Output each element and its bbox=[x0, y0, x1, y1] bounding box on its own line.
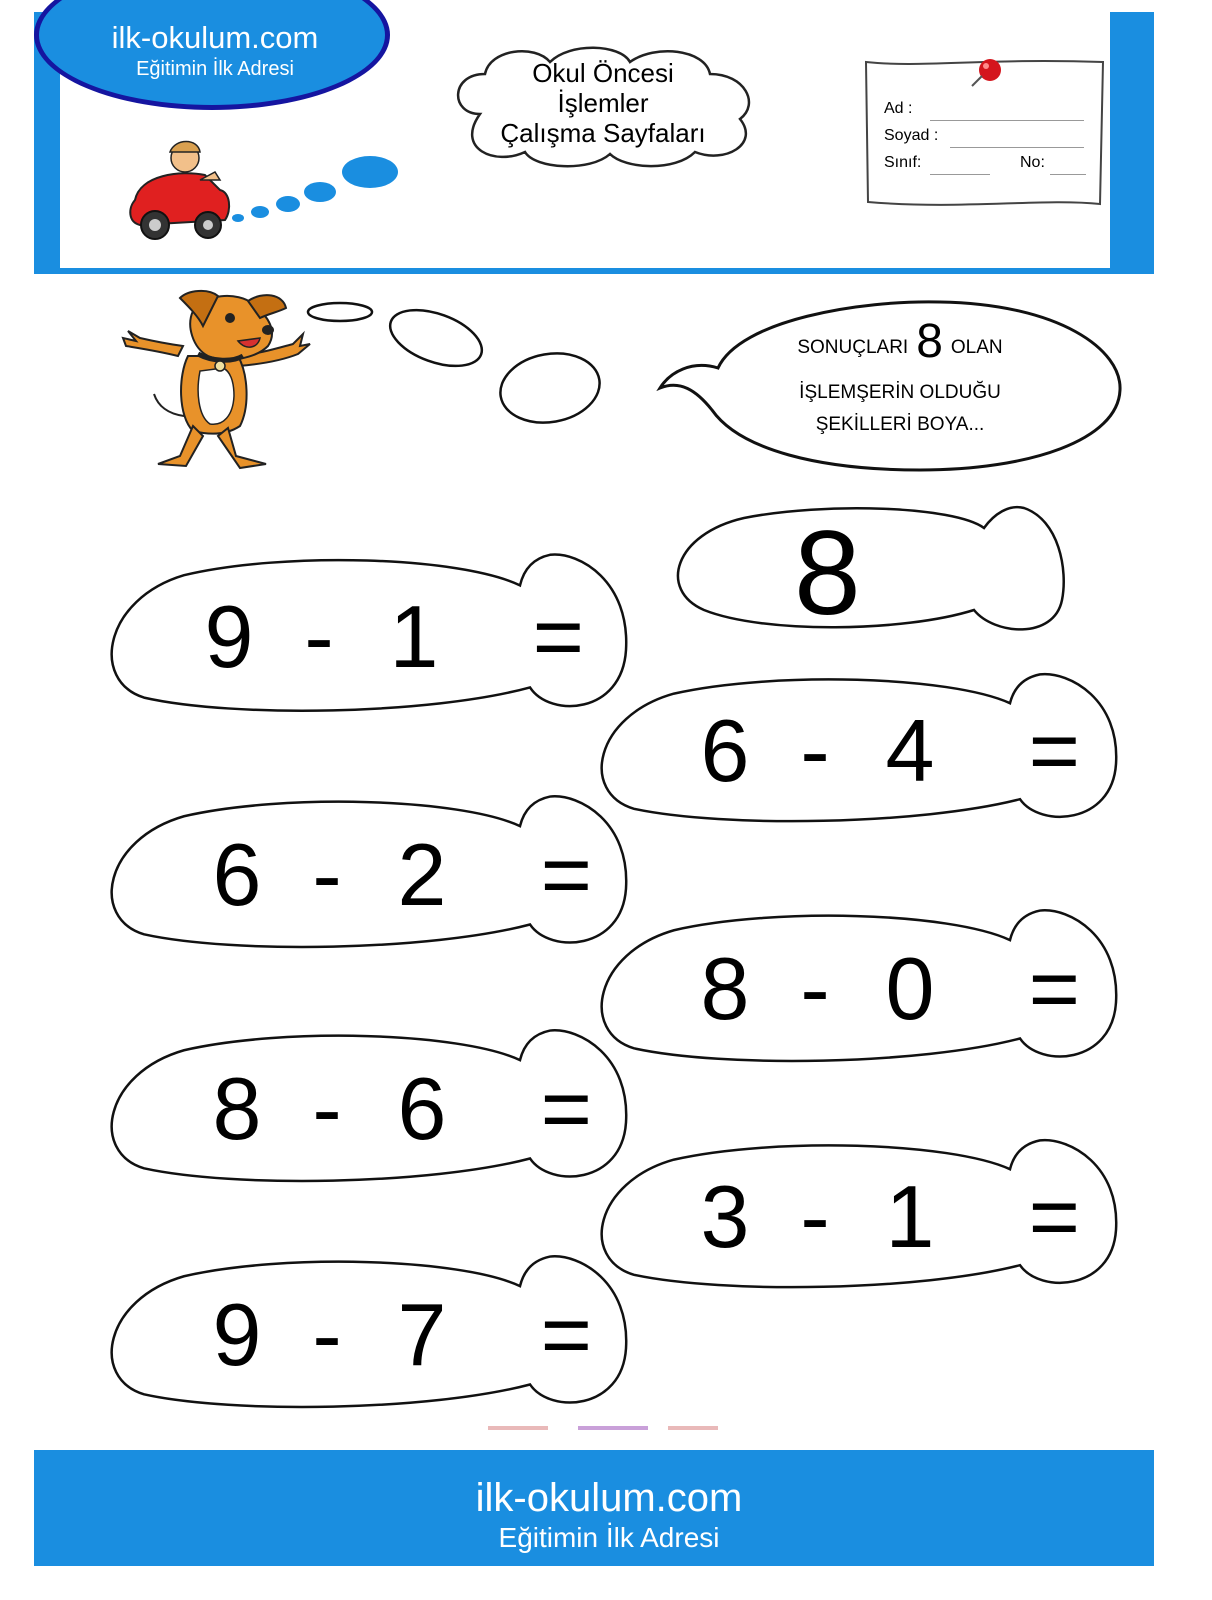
operand-a: 9 bbox=[204, 586, 254, 686]
equation bbox=[182, 824, 592, 926]
logo-site-name[interactable]: ilk-okulum.com bbox=[111, 20, 319, 55]
equals-sign: = bbox=[1028, 701, 1080, 800]
instruction-part-2: OLAN bbox=[950, 337, 1003, 358]
instruction-number: 8 bbox=[916, 314, 943, 368]
problem-fish[interactable] bbox=[94, 548, 630, 718]
operand-b: 7 bbox=[397, 1285, 447, 1385]
equation bbox=[670, 938, 1080, 1040]
target-fish[interactable] bbox=[664, 500, 1070, 640]
instruction-part-1: SONUÇLARI bbox=[797, 337, 909, 358]
car-illustration bbox=[120, 130, 440, 260]
minus-sign: - bbox=[312, 1059, 342, 1159]
name-rule-sinif bbox=[930, 174, 990, 175]
name-rule-ad bbox=[930, 120, 1084, 121]
equals-sign: = bbox=[540, 1059, 592, 1159]
operand-b: 1 bbox=[885, 1167, 935, 1266]
operand-a: 8 bbox=[212, 1059, 262, 1159]
operand-a: 6 bbox=[700, 701, 750, 800]
minus-sign: - bbox=[800, 939, 830, 1039]
operand-b: 4 bbox=[885, 701, 935, 800]
equation bbox=[182, 1284, 592, 1386]
problem-fish[interactable] bbox=[94, 1250, 630, 1414]
operand-b: 0 bbox=[885, 939, 935, 1039]
footer-tagline: Eğitimin İlk Adresi bbox=[498, 1522, 720, 1553]
equals-sign: = bbox=[1028, 1167, 1080, 1266]
minus-sign: - bbox=[800, 701, 830, 800]
minus-sign: - bbox=[800, 1167, 830, 1266]
dog-illustration bbox=[118, 286, 318, 476]
instruction-line-2: İŞLEMŞERİN OLDUĞU bbox=[799, 382, 1001, 403]
logo-tagline: Eğitimin İlk Adresi bbox=[136, 58, 294, 80]
name-label-sinif: Sınıf: bbox=[884, 154, 922, 171]
problem-fish[interactable] bbox=[584, 1134, 1120, 1294]
target-number: 8 bbox=[794, 506, 861, 640]
operand-a: 6 bbox=[212, 825, 262, 925]
instruction-line-3: ŞEKİLLERİ BOYA... bbox=[815, 414, 985, 435]
operand-a: 8 bbox=[700, 939, 750, 1039]
equation bbox=[670, 700, 1080, 802]
title-line-1: Okul Öncesi bbox=[532, 58, 674, 88]
name-rule-no bbox=[1050, 174, 1086, 175]
equals-sign: = bbox=[540, 1285, 592, 1385]
minus-sign: - bbox=[312, 825, 342, 925]
faint-watermark bbox=[488, 1424, 728, 1432]
problem-fish[interactable] bbox=[94, 790, 630, 954]
equals-sign: = bbox=[540, 825, 592, 925]
name-label-soyad: Soyad : bbox=[884, 127, 939, 144]
equation bbox=[182, 1058, 592, 1160]
equals-sign: = bbox=[1028, 939, 1080, 1039]
name-rule-soyad bbox=[950, 147, 1084, 148]
minus-sign: - bbox=[304, 586, 334, 686]
title-line-2: İşlemler bbox=[557, 88, 649, 118]
minus-sign: - bbox=[312, 1285, 342, 1385]
footer-site-name[interactable]: ilk-okulum.com bbox=[475, 1476, 743, 1520]
instruction-line-1 bbox=[740, 304, 1060, 378]
equals-sign: = bbox=[532, 586, 584, 686]
operand-a: 9 bbox=[212, 1285, 262, 1385]
operand-a: 3 bbox=[700, 1167, 750, 1266]
name-label-no: No: bbox=[1020, 154, 1045, 171]
equation bbox=[670, 1166, 1080, 1268]
problem-fish[interactable] bbox=[94, 1024, 630, 1188]
worksheet-title bbox=[458, 58, 748, 148]
operand-b: 6 bbox=[397, 1059, 447, 1159]
instruction-text bbox=[740, 304, 1060, 436]
operand-b: 2 bbox=[397, 825, 447, 925]
name-label-ad: Ad : bbox=[884, 100, 913, 117]
operand-b: 1 bbox=[389, 586, 439, 686]
equation bbox=[174, 586, 584, 688]
problem-fish[interactable] bbox=[584, 668, 1120, 828]
title-line-3: Çalışma Sayfaları bbox=[500, 118, 706, 148]
problem-fish[interactable] bbox=[584, 904, 1120, 1068]
